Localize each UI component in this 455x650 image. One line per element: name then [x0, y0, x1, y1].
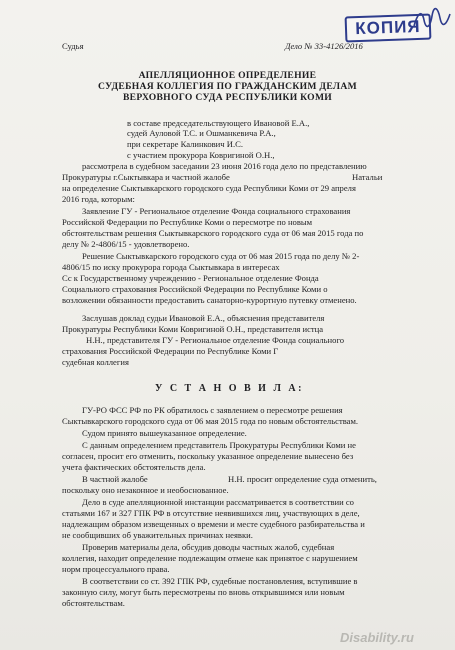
- body-p1-line-2: Сыктывкарского городского суда от 06 мая 2015 года по новым обстоятельствам.: [62, 416, 359, 426]
- hearing-line-3: Н.Н., представителя ГУ - Региональное отделение Фонда социального: [86, 335, 345, 345]
- title-line-2: СУДЕБНАЯ КОЛЛЕГИЯ ПО ГРАЖДАНСКИМ ДЕЛАМ: [98, 81, 357, 92]
- body-p3-line-3: учета фактических обстоятельств дела.: [62, 462, 206, 472]
- intro-line-1: рассмотрела в судебном заседании 23 июня 2016 года дело по представлению: [82, 161, 367, 171]
- hearing-line-1: Заслушав доклад судьи Ивановой Е.А., объяснения представителя: [82, 313, 325, 323]
- hearing-line-4: страхования Российской Федерации по Республике Коми Г: [62, 346, 279, 356]
- established-heading: У С Т А Н О В И Л А:: [155, 383, 304, 394]
- hearing-line-5: судебная коллегия: [62, 357, 129, 367]
- body-p7-line-2: законную силу, могут быть пересмотрены по вновь открывшимся или новым: [62, 587, 345, 597]
- body-p4-line-2: поскольку оно незаконное и необоснованное.: [62, 485, 229, 495]
- decision-line-4: Социального страхования Российской Федерации по Республике Коми о: [62, 284, 328, 294]
- body-p6-line-3: норм процессуального права.: [62, 564, 170, 574]
- copy-stamp: КОПИЯ: [345, 14, 432, 43]
- body-p7-line-1: В соответствии со ст. 392 ГПК РФ, судебные постановления, вступившие в: [82, 576, 358, 586]
- body-p6-line-1: Проверив материалы дела, обсудив доводы частных жалоб, судебная: [82, 542, 335, 552]
- body-p5-line-2: статьями 167 и 327 ГПК РФ в отсутствие неявившихся лиц, участвующих в деле,: [62, 508, 360, 518]
- body-p2-line-1: Судом принято вышеуказанное определение.: [82, 428, 247, 438]
- body-p1-line-1: ГУ-РО ФСС РФ по РК обратилось с заявлением о пересмотре решения: [82, 405, 343, 415]
- body-p3-line-2: согласен, просит его отменить, поскольку указанное определение вынесено без: [62, 451, 354, 461]
- decision-line-5: возложении обязанности предоставить санаторно-курортную путевку отменено.: [62, 295, 357, 305]
- judge-label: Судья: [62, 41, 84, 51]
- body-p4-line-1b: Н.Н. просит определение суда отменить,: [228, 474, 377, 484]
- composition-line-4: с участием прокурора Ковригиной О.Н.,: [127, 150, 275, 160]
- intro-line-2a: Прокуратуры г.Сыктывкара и частной жалобе: [62, 172, 230, 182]
- body-p6-line-2: коллегия, находит определение подлежащим отмене как принятое с нарушением: [62, 553, 358, 563]
- composition-line-1: в составе председательствующего Ивановой Е.А.,: [127, 118, 310, 128]
- intro-line-2b: Натальи: [352, 172, 383, 182]
- statement-line-2: Российской Федерации по Республике Коми о пересмотре по новым: [62, 217, 313, 227]
- body-p4-line-1a: В частной жалобе: [82, 474, 148, 484]
- hearing-line-2: Прокуратуры Республики Коми Ковригиной О.Н., представителя истца: [62, 324, 324, 334]
- title-line-3: ВЕРХОВНОГО СУДА РЕСПУБЛИКИ КОМИ: [122, 92, 333, 103]
- body-p5-line-1: Дело в суде апелляционной инстанции рассматривается в соответствии со: [82, 497, 354, 507]
- decision-line-3: Сс к Государственному учреждению - Региональное отделение Фонда: [62, 273, 319, 283]
- body-p3-line-1: С данным определением представитель Прокуратуры Республики Коми не: [82, 440, 356, 450]
- composition-line-2: судей Ауловой Т.С. и Ошманкевича Р.А.,: [127, 128, 276, 138]
- body-p5-line-3: надлежащим образом извещенных о времени и месте судебного разбирательства и: [62, 519, 365, 529]
- decision-line-2: 4806/15 по иску прокурора города Сыктывкара в интересах: [62, 262, 280, 272]
- body-p7-line-3: обстоятельствам.: [62, 598, 125, 608]
- site-watermark: Disability.ru: [340, 630, 414, 645]
- title-line-1: АПЕЛЛЯЦИОННОЕ ОПРЕДЕЛЕНИЕ: [138, 70, 317, 81]
- stamp-signature: [412, 6, 452, 32]
- case-number: Дело № 33-4126/2016: [285, 41, 363, 51]
- composition-line-3: при секретаре Калинкович И.С.: [127, 139, 243, 149]
- decision-line-1: Решение Сыктывкарского городского суда от 06 мая 2015 года по делу № 2-: [82, 251, 360, 261]
- statement-line-3: обстоятельствам решения Сыктывкарского городского суда от 06 мая 2015 года по: [62, 228, 364, 238]
- body-p5-line-4: не сообщивших об уважительных причинах неявки.: [62, 530, 253, 540]
- intro-line-4: 2016 года, которым:: [62, 194, 135, 204]
- statement-line-1: Заявление ГУ - Региональное отделение Фонда социального страхования: [82, 206, 351, 216]
- intro-line-3: на определение Сыктывкарского городского суда Республики Коми от 29 апреля: [62, 183, 356, 193]
- statement-line-4: делу № 2-4806/15 - удовлетворено.: [62, 239, 190, 249]
